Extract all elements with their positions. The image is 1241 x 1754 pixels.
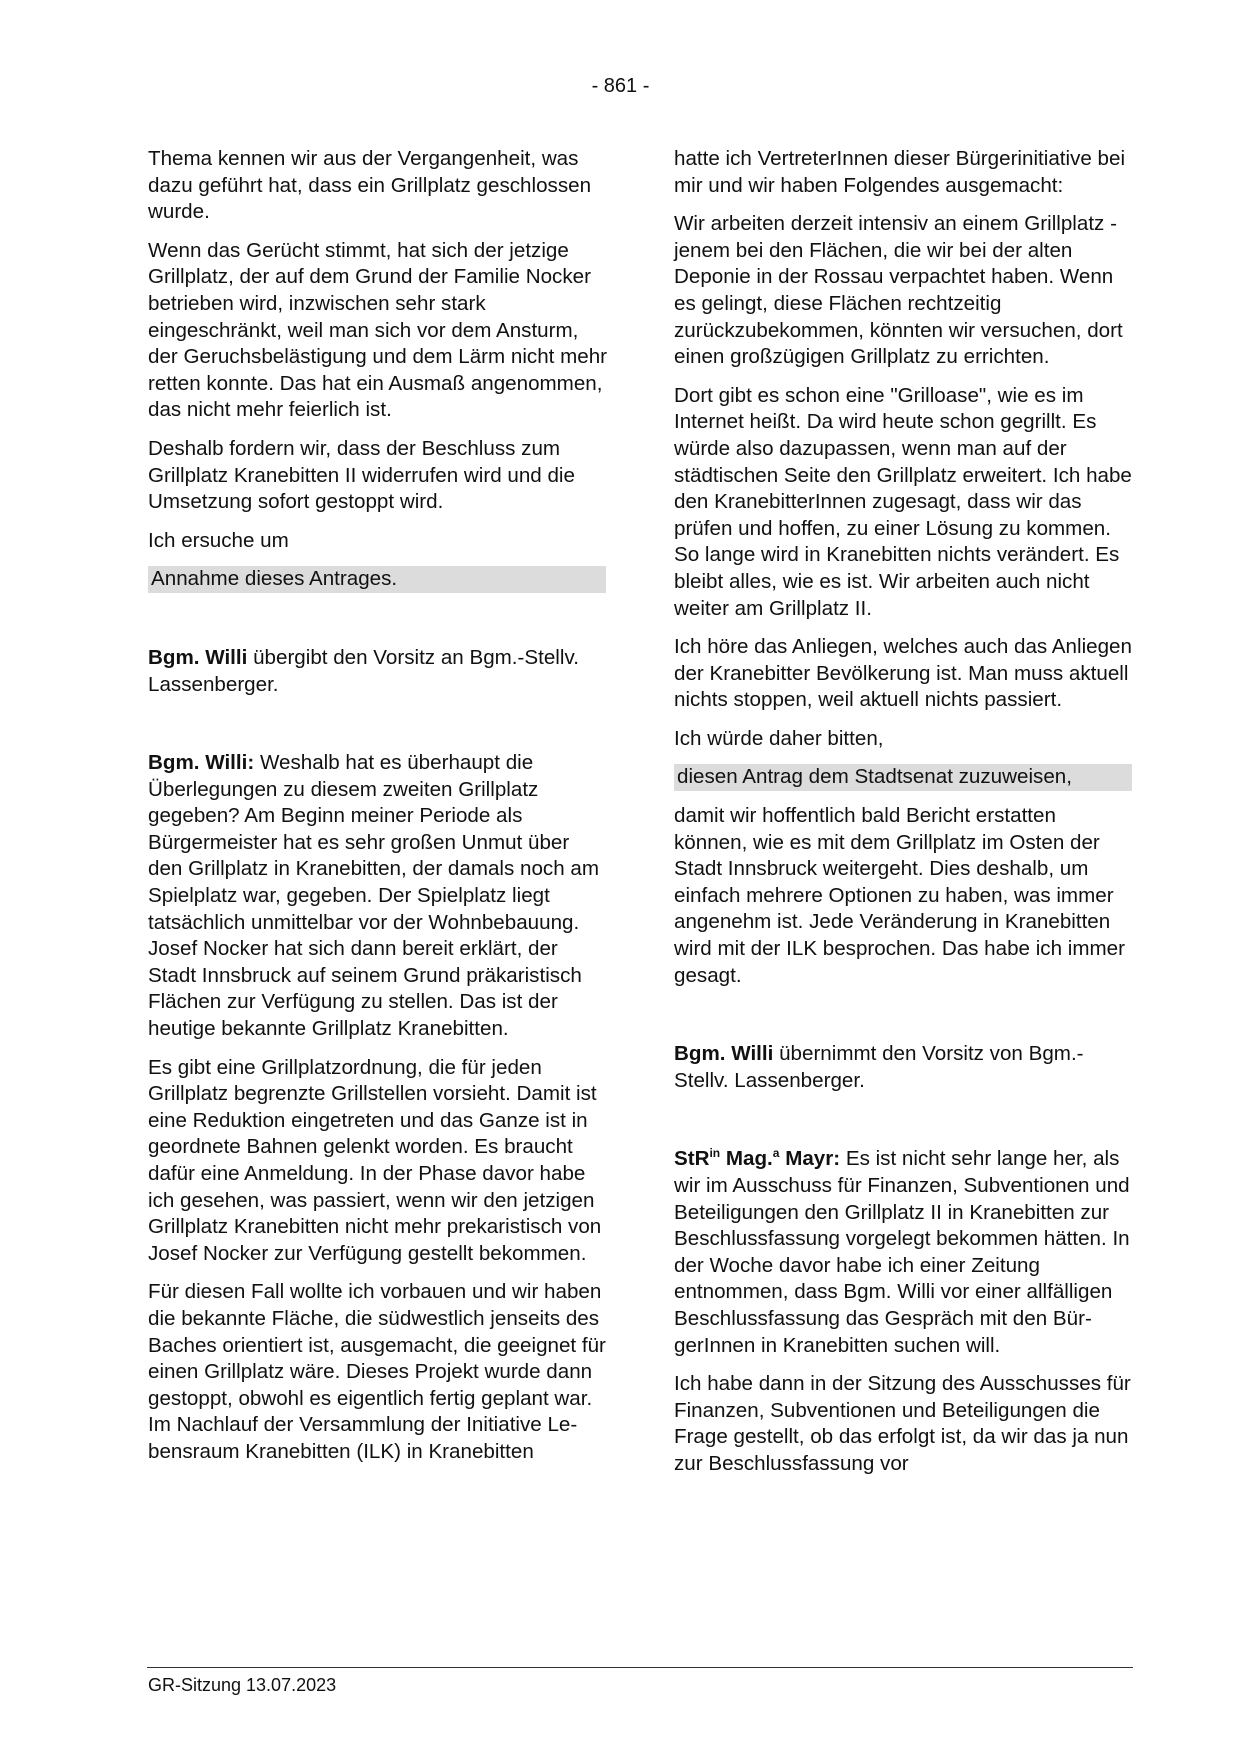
speech-text: Weshalb hat es überhaupt die Überlegungen zu diesem zweiten Grillplatz gegeben? Am Beginn meiner Periode als Bürgermeister hat es sehr großen Unmut über den Grillplatz in Kranebitten, der damals noch am Spielplatz war, gegeben. Der Spielplatz liegt tatsächlich unmittelbar vor der Wohnbebauung. Josef Nocker hat sich dann bereit erklärt, der Stadt Innsbruck auf seinem Grund präkaristisch Flächen zur Verfügung zu stellen. Das ist der heutige bekannte Grillplatz Kranebitten. xyxy=(148,751,600,1041)
motion-highlight: Annahme dieses Antrages. xyxy=(148,566,606,593)
paragraph: Ich würde daher bitten, xyxy=(674,726,884,750)
paragraph: damit wir hoffentlich bald Bericht erstatten können, wie es mit dem Grillplatz im Osten der Stadt Innsbruck weitergeht. Dies deshalb, um einfach mehrere Optionen zu haben, was immer angenehm ist. Jede Veränderung in Kranebitten wird mit der ILK besprochen. Das habe ich immer gesagt. xyxy=(674,804,1125,987)
paragraph: Dort gibt es schon eine "Grilloase", wie es im Internet heißt. Da wird heute schon gegrillt. Es würde also dazupassen, wenn man auf der städtischen Seite den Grillplatz erweitert. Ich habe den KranebitterInnen zugesagt, dass wir das prüfen und hoffen, zu einer Lösung zu kommen. So lange wird in Kranebitten nichts verändert. Es bleibt alles, wie es ist. Wir arbeiten auch nicht weiter am Grillplatz II. xyxy=(674,383,1132,620)
paragraph: Für diesen Fall wollte ich vorbauen und wir haben die bekannte Fläche, die südwestlich jenseits des Baches orientiert ist, ausgemacht, die geeignet für einen Grillplatz wäre. Dieses Projekt wurde dann gestoppt, obwohl es eigentlich fertig geplant war. Im Nachlauf der Versammlung der Initiative Lebensraum Kranebitten (ILK) in Kranebitten xyxy=(148,1280,606,1463)
speaker-name: Bgm. Willi xyxy=(674,1042,774,1066)
footer-rule xyxy=(147,1667,1133,1668)
speaker-suffix: in xyxy=(709,1146,721,1161)
paragraph xyxy=(148,750,608,1043)
paragraph: Deshalb fordern wir, dass der Beschluss zum Grillplatz Kranebitten II widerrufen wird und die Umsetzung sofort gestoppt wird. xyxy=(148,436,575,514)
speaker-title: Mag. xyxy=(720,1147,773,1171)
paragraph: Ich habe dann in der Sitzung des Ausschusses für Finanzen, Subventionen und Beteiligungen die Frage gestellt, ob das erfolgt ist, da wir das ja nun zur Beschlussfassung vor xyxy=(674,1372,1131,1475)
paragraph xyxy=(674,1041,1134,1094)
speech-text: übernimmt den Vorsitz von Bgm.-Stellv. Lassenberger. xyxy=(674,1042,1084,1092)
paragraph xyxy=(674,1146,1134,1359)
paragraph: Ich ersuche um xyxy=(148,528,289,552)
speaker-name xyxy=(674,1147,840,1170)
paragraph: hatte ich VertreterInnen dieser Bürgerinitiative bei mir und wir haben Folgendes ausgemacht: xyxy=(674,147,1126,197)
speaker-suffix: a xyxy=(772,1146,780,1161)
spacer xyxy=(674,1106,1134,1146)
left-column xyxy=(148,146,608,1478)
speaker-name: Bgm. Willi xyxy=(148,645,248,669)
spacer xyxy=(148,605,608,645)
paragraph: Thema kennen wir aus der Vergangenheit, was dazu geführt hat, dass ein Grillplatz geschlossen wurde. xyxy=(148,147,592,224)
speaker-title: StR xyxy=(674,1147,710,1171)
motion-highlight: diesen Antrag dem Stadtsenat zuzuweisen, xyxy=(674,764,1132,791)
page-number: - 861 - xyxy=(591,75,650,97)
spacer xyxy=(148,710,608,750)
right-column xyxy=(674,146,1134,1490)
footer-text: GR-Sitzung 13.07.2023 xyxy=(148,1675,337,1695)
paragraph: Wir arbeiten derzeit intensiv an einem Grillplatz - jenem bei den Flächen, die wir bei der alten Deponie in der Rossau verpachtet haben. Wenn es gelingt, diese Flächen rechtzeitig zurückzubekommen, könnten wir versuchen, dort einen großzügigen Grillplatz zu errichten. xyxy=(674,212,1123,369)
speaker-name: Bgm. Willi: xyxy=(148,751,255,775)
paragraph: Es gibt eine Grillplatzordnung, die für jeden Grillplatz begrenzte Grillstellen vorsieht. Damit ist eine Reduktion eingetreten und das Ganze ist in geordnete Bahnen gelenkt worden. Es braucht dafür eine Anmeldung. In der Phase davor habe ich gesehen, was passiert, wenn wir den jetzigen Grillplatz Kranebitten nicht mehr prekaristisch von Josef Nocker zur Verfügung gestellt bekommen. xyxy=(148,1055,602,1265)
paragraph: Wenn das Gerücht stimmt, hat sich der jetzige Grillplatz, der auf dem Grund der Familie Nocker betrieben wird, inzwischen sehr stark eingeschränkt, weil man sich vor dem Ansturm, der Geruchsbelästigung und dem Lärm nicht mehr retten konnte. Das hat ein Ausmaß angenommen, das nicht mehr feierlich ist. xyxy=(148,238,608,422)
speaker-surname: Mayr: xyxy=(779,1147,841,1171)
speech-text: Es ist nicht sehr lange her, als wir im Ausschuss für Finanzen, Subventionen und Beteiligungen den Grillplatz II in Kranebitten zur Beschlussfassung vorgelegt bekommen hätten. In der Woche davor habe ich einer Zeitung entnommen, dass Bgm. Willi vor einer allfälligen Beschlussfassung das Gespräch mit den BürgerInnen in Kranebitten suchen will. xyxy=(674,1147,1130,1357)
speech-text: übergibt den Vorsitz an Bgm.-Stellv. Lassenberger. xyxy=(148,645,579,696)
paragraph: Ich höre das Anliegen, welches auch das Anliegen der Kranebitter Bevölkerung ist. Man muss aktuell nichts stoppen, weil aktuell nichts passiert. xyxy=(674,635,1132,712)
paragraph xyxy=(148,645,608,698)
spacer xyxy=(674,1001,1134,1041)
